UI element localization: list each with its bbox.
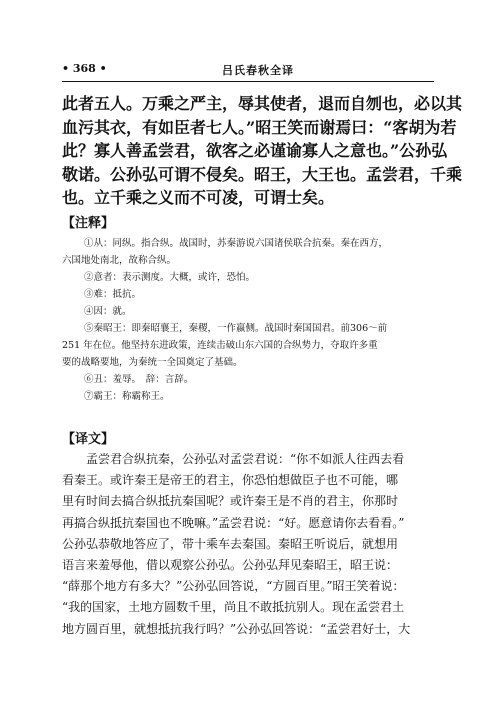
note-line: ②意者：表示测度。大概，或许，恐怕。 — [84, 272, 256, 283]
text-line: 此？寡人善孟尝君，欲客之必谨谕寡人之意也。”公孙弘 — [62, 141, 448, 160]
translation-line: 语言来羞辱他，借以观察公孙弘。公孙弘拜见秦昭王，昭王说： — [62, 558, 399, 573]
book-title: 吕氏春秋全译 — [222, 64, 294, 77]
note-line: 251 年在位。他坚持东进政策，连续击破山东六国的合纵势力，夺取许多重 — [62, 340, 378, 351]
page-header — [62, 60, 434, 80]
translation-line: “薛那个地方有多大？”公孙弘回答说，“方圆百里。”昭王笑着说： — [62, 579, 405, 594]
note-line: ⑥丑：羞辱。 辞：言辞。 — [84, 374, 194, 385]
translation-line: 公孙弘恭敬地答应了，带十乘车去秦国。秦昭王听说后，就想用 — [62, 536, 399, 551]
translation-line: 里有时间去搞合纵抵抗秦国呢？或许秦王是不肖的君主，你那时 — [62, 494, 399, 509]
note-line: ③难：抵抗。 — [84, 289, 142, 300]
note-line: ⑤秦昭王：即秦昭襄王，秦稷，一作嬴侧。战国时秦国国君。前306～前 — [84, 323, 388, 334]
text-line: 敬诺。公孙弘可谓不侵矣。昭王，大王也。孟尝君，千乘 — [62, 164, 463, 184]
note-line: ①从：同纵。指合纵。战国时，苏秦游说六国诸侯联合抗秦。秦在西方， — [84, 238, 389, 249]
text-line: 此者五人。万乘之严主，辱其使者，退而自刎也，必以其 — [62, 94, 463, 113]
translation-line: 地方圆百里，就想抵抗我行吗？”公孙弘回答说：“孟尝君好士，大 — [62, 621, 411, 636]
page-number: • 368 • — [62, 62, 107, 75]
text-line: 血污其衣，有如臣者七人。”昭王笑而谢焉曰：“客胡为若 — [62, 117, 457, 137]
note-line: ④因：就。 — [84, 306, 132, 317]
translation-heading: 【译文】 — [62, 432, 115, 447]
original-text — [62, 92, 463, 210]
header-rule — [62, 81, 434, 82]
translation-section — [62, 449, 436, 640]
translation-line: 看秦王。或许秦王是帝王的君主，你恐怕想做臣子也不可能，哪 — [62, 473, 399, 488]
note-line: ⑦霸王：称霸称王。 — [84, 391, 170, 402]
note-line: 要的战略要地，为秦统一全国奠定了基础。 — [62, 357, 243, 368]
notes-section — [62, 235, 436, 405]
notes-heading: 【注释】 — [62, 216, 115, 231]
translation-line: 孟尝君合纵抗秦，公孙弘对孟尝君说：“你不如派人往西去看 — [86, 452, 405, 466]
text-line: 也。立千乘之义而不可凌，可谓士矣。 — [62, 188, 335, 207]
translation-line: “我的国家，土地方圆数千里，尚且不敢抵抗别人。现在孟尝君土 — [62, 600, 405, 615]
note-line: 六国地处南北，故称合纵。 — [62, 255, 177, 266]
translation-line: 再搞合纵抵抗秦国也不晚嘛。”孟尝君说：“好。愿意请你去看看。” — [62, 515, 405, 530]
